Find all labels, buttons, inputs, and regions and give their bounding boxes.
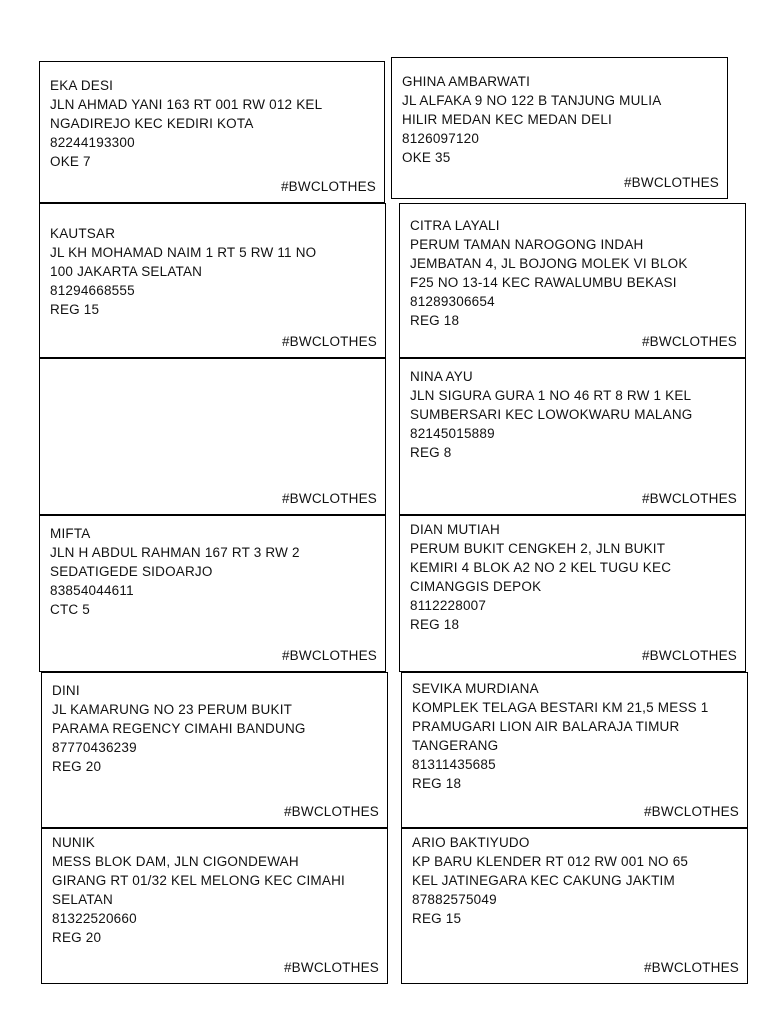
address-line: REG 18 xyxy=(412,776,462,791)
address-line: CIMANGGIS DEPOK xyxy=(410,579,542,594)
address-line: NGADIREJO KEC KEDIRI KOTA xyxy=(50,116,254,131)
shipping-label xyxy=(401,828,748,984)
address-line: 8126097120 xyxy=(402,131,480,146)
brand-tag: #BWCLOTHES xyxy=(643,960,739,975)
address-line: F25 NO 13-14 KEC RAWALUMBU BEKASI xyxy=(410,275,677,290)
address-line: REG 20 xyxy=(52,759,102,774)
recipient-name: DINI xyxy=(52,683,80,698)
brand-tag: #BWCLOTHES xyxy=(281,648,377,663)
address-line: 8112228007 xyxy=(410,598,487,613)
address-line: 83854044611 xyxy=(50,583,134,598)
shipping-label xyxy=(41,672,388,828)
address-line: JLN AHMAD YANI 163 RT 001 RW 012 KEL xyxy=(50,97,323,112)
shipping-label xyxy=(39,61,385,203)
address-block xyxy=(410,367,737,462)
address-line: CTC 5 xyxy=(50,602,91,617)
recipient-name: EKA DESI xyxy=(50,78,114,93)
address-block xyxy=(402,72,719,167)
address-line: KOMPLEK TELAGA BESTARI KM 21,5 MESS 1 xyxy=(412,700,709,715)
address-line: PERUM TAMAN NAROGONG INDAH xyxy=(410,237,644,252)
address-line: JEMBATAN 4, JL BOJONG MOLEK VI BLOK xyxy=(410,256,688,271)
address-line: 87882575049 xyxy=(412,892,497,907)
address-line: 100 JAKARTA SELATAN xyxy=(50,264,203,279)
shipping-label xyxy=(399,203,746,358)
address-block xyxy=(412,833,739,928)
shipping-label xyxy=(39,358,386,515)
address-block xyxy=(52,681,379,776)
shipping-label xyxy=(41,828,388,984)
address-line: 82244193300 xyxy=(50,135,135,150)
address-line: HILIR MEDAN KEC MEDAN DELI xyxy=(402,112,612,127)
address-line: PRAMUGARI LION AIR BALARAJA TIMUR xyxy=(412,719,680,734)
address-line: SELATAN xyxy=(52,892,113,907)
address-line: JLN SIGURA GURA 1 NO 46 RT 8 RW 1 KEL xyxy=(410,388,692,403)
recipient-name: NINA AYU xyxy=(410,369,473,384)
address-line: KEL JATINEGARA KEC CAKUNG JAKTIM xyxy=(412,873,675,888)
address-line: REG 15 xyxy=(412,911,462,926)
address-line: REG 8 xyxy=(410,445,452,460)
address-line: 81289306654 xyxy=(410,294,495,309)
address-line: TANGERANG xyxy=(412,738,499,753)
address-line: JL ALFAKA 9 NO 122 B TANJUNG MULIA xyxy=(402,93,662,108)
brand-tag: #BWCLOTHES xyxy=(280,179,376,194)
address-line: KEMIRI 4 BLOK A2 NO 2 KEL TUGU KEC xyxy=(410,560,672,575)
address-line: SEDATIGEDE SIDOARJO xyxy=(50,564,213,579)
address-line: 81294668555 xyxy=(50,283,135,298)
address-line: REG 20 xyxy=(52,930,102,945)
address-block xyxy=(410,216,737,330)
address-line: PARAMA REGENCY CIMAHI BANDUNG xyxy=(52,721,306,736)
brand-tag: #BWCLOTHES xyxy=(283,804,379,819)
address-line: OKE 7 xyxy=(50,154,91,169)
address-line: JLN H ABDUL RAHMAN 167 RT 3 RW 2 xyxy=(50,545,300,560)
address-block xyxy=(50,76,376,171)
shipping-label xyxy=(39,515,386,672)
brand-tag: #BWCLOTHES xyxy=(281,334,377,349)
brand-tag: #BWCLOTHES xyxy=(623,175,719,190)
shipping-label xyxy=(401,672,748,828)
recipient-name: DIAN MUTIAH xyxy=(410,522,500,537)
address-line: PERUM BUKIT CENGKEH 2, JLN BUKIT xyxy=(410,541,666,556)
recipient-name: MIFTA xyxy=(50,526,91,541)
recipient-name: ARIO BAKTIYUDO xyxy=(412,835,530,850)
address-line: MESS BLOK DAM, JLN CIGONDEWAH xyxy=(52,854,299,869)
address-line: REG 18 xyxy=(410,313,460,328)
address-line: OKE 35 xyxy=(402,150,451,165)
brand-tag: #BWCLOTHES xyxy=(641,648,737,663)
address-line: JL KAMARUNG NO 23 PERUM BUKIT xyxy=(52,702,293,717)
address-line: GIRANG RT 01/32 KEL MELONG KEC CIMAHI xyxy=(52,873,345,888)
brand-tag: #BWCLOTHES xyxy=(283,960,379,975)
address-block xyxy=(50,224,377,319)
address-line: JL KH MOHAMAD NAIM 1 RT 5 RW 11 NO xyxy=(50,245,317,260)
address-line: REG 18 xyxy=(410,617,460,632)
address-line: REG 15 xyxy=(50,302,100,317)
address-block xyxy=(410,520,737,634)
shipping-label xyxy=(399,515,746,672)
address-block xyxy=(412,679,739,793)
address-line: 81322520660 xyxy=(52,911,137,926)
brand-tag: #BWCLOTHES xyxy=(281,491,377,506)
recipient-name: SEVIKA MURDIANA xyxy=(412,681,539,696)
shipping-label xyxy=(399,358,746,515)
address-block xyxy=(52,833,379,947)
shipping-label xyxy=(391,57,728,199)
address-line: 87770436239 xyxy=(52,740,137,755)
shipping-label xyxy=(39,203,386,358)
address-line: 82145015889 xyxy=(410,426,495,441)
recipient-name: KAUTSAR xyxy=(50,226,116,241)
recipient-name: GHINA AMBARWATI xyxy=(402,74,531,89)
recipient-name: NUNIK xyxy=(52,835,96,850)
address-line: 81311435685 xyxy=(412,757,496,772)
brand-tag: #BWCLOTHES xyxy=(643,804,739,819)
recipient-name: CITRA LAYALI xyxy=(410,218,500,233)
brand-tag: #BWCLOTHES xyxy=(641,491,737,506)
address-line: KP BARU KLENDER RT 012 RW 001 NO 65 xyxy=(412,854,689,869)
brand-tag: #BWCLOTHES xyxy=(641,334,737,349)
address-block xyxy=(50,524,377,619)
address-line: SUMBERSARI KEC LOWOKWARU MALANG xyxy=(410,407,693,422)
